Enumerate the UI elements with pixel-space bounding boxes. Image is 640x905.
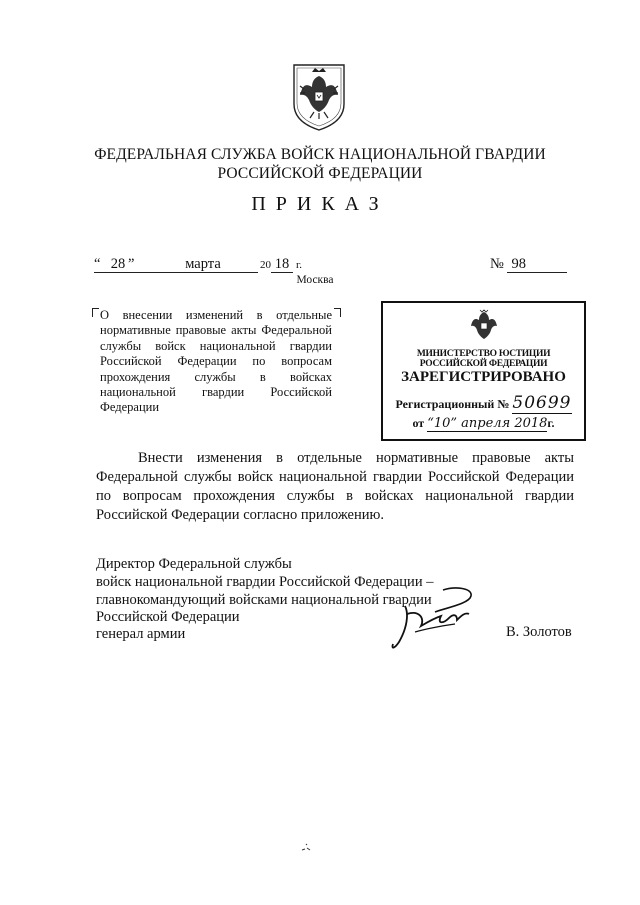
coat-of-arms-icon xyxy=(290,62,348,132)
signatory-name: В. Золотов xyxy=(506,624,572,640)
subject-bracket-right xyxy=(334,308,341,317)
date-year-suffix: 18 xyxy=(271,257,293,273)
signature-title-line2: войск национальной гвардии Российской Федерации – xyxy=(96,574,434,590)
stamp-emblem-icon xyxy=(469,309,499,343)
signature-title-line3: главнокомандующий войсками национальной гвардии xyxy=(96,592,432,608)
date-year-unit: г. xyxy=(296,259,303,271)
date-close-quote: ” xyxy=(128,257,148,273)
handwritten-signature-icon xyxy=(385,584,485,654)
order-subject: О внесении изменений в отдельные нормативные правовые акты Федеральной службы войск национальной гвардии Российской Федерации по вопросам прохождения службы в войсках национальной гвардии Российской Федерации xyxy=(100,308,332,415)
order-number-value: 98 xyxy=(507,257,567,273)
signature-title-line5: генерал армии xyxy=(96,626,186,642)
subject-bracket-left xyxy=(92,308,99,317)
date-day: 28 xyxy=(108,257,128,273)
date-open-quote: “ xyxy=(94,257,108,273)
scan-artifact-mark xyxy=(300,842,314,854)
date-year-prefix: 20 xyxy=(260,259,271,271)
org-name-line1: ФЕДЕРАЛЬНАЯ СЛУЖБА ВОЙСК НАЦИОНАЛЬНОЙ ГВАРДИИ xyxy=(94,146,546,163)
stamp-ministry: МИНИСТЕРСТВО ЮСТИЦИИ РОССИЙСКОЙ ФЕДЕРАЦИИ xyxy=(416,349,551,369)
order-number xyxy=(490,256,567,273)
stamp-reg-date: “10” апреля 2018 xyxy=(427,416,548,431)
date-month: марта xyxy=(148,257,258,273)
stamp-reg-number: 50699 xyxy=(512,393,572,413)
signature-title-line4: Российской Федерации xyxy=(96,609,240,625)
stamp-reg-label: Регистрационный № xyxy=(395,397,510,411)
stamp-registration-row xyxy=(383,393,584,413)
registration-stamp xyxy=(381,301,586,441)
order-number-label: № xyxy=(490,256,504,272)
document-type-title: ПРИКАЗ xyxy=(251,193,389,215)
stamp-status: ЗАРЕГИСТРИРОВАНО xyxy=(401,369,566,385)
signature-title-line1: Директор Федеральной службы xyxy=(96,556,292,572)
org-name-line2: РОССИЙСКОЙ ФЕДЕРАЦИИ xyxy=(217,165,423,182)
order-city: Москва xyxy=(296,274,334,286)
order-date xyxy=(94,256,302,273)
order-body-paragraph: Внести изменения в отдельные нормативные правовые акты Федеральной службы войск национальной гвардии Российской Федерации по вопросам прохождения службы в войсках национальной гвардии Российской Федерации согласно приложению. xyxy=(96,450,574,523)
stamp-date-row xyxy=(383,416,584,431)
stamp-from-label: от xyxy=(412,416,425,430)
stamp-date-year-unit: г. xyxy=(547,416,555,430)
